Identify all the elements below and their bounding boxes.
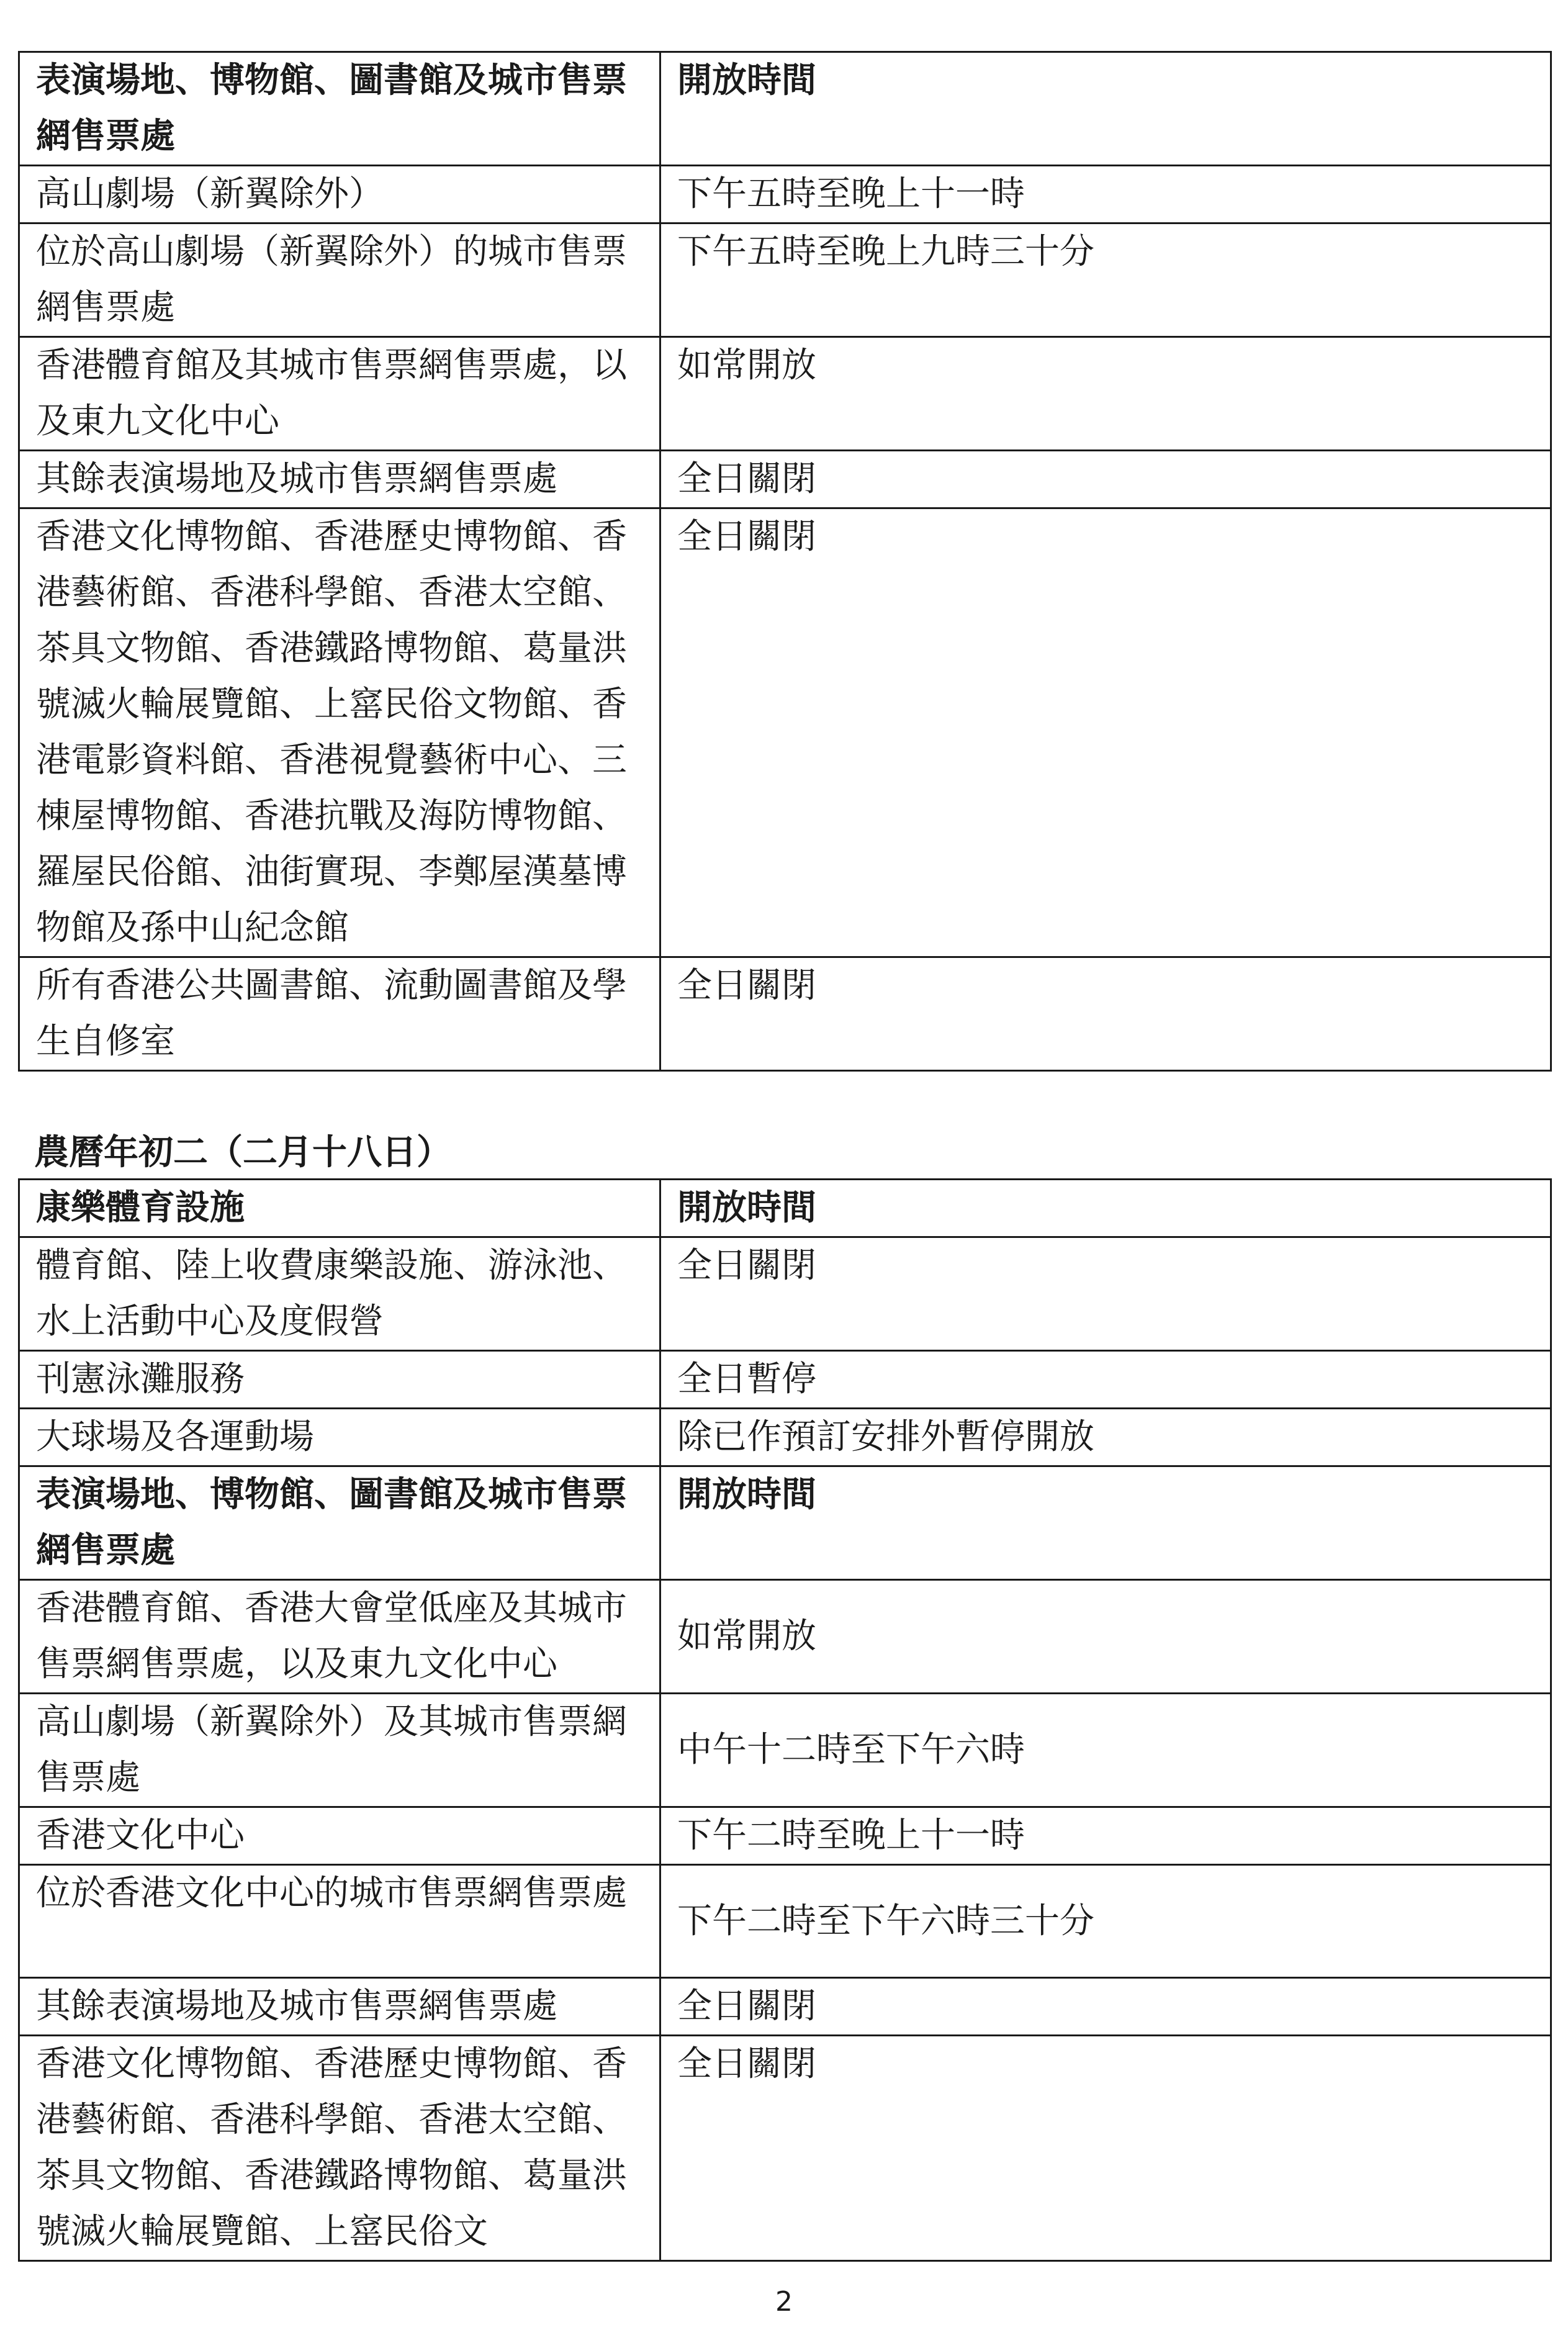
venue-cell: 刊憲泳灘服務 bbox=[19, 1351, 660, 1409]
table-row bbox=[19, 2036, 1551, 2261]
hours-header-cell: 開放時間 bbox=[660, 1180, 1551, 1237]
table-header-row bbox=[19, 52, 1551, 166]
hours-cell: 全日暫停 bbox=[660, 1351, 1551, 1409]
venue-cell: 香港文化博物館、香港歷史博物館、香港藝術館、香港科學館、香港太空館、茶具文物館、香港鐵路博物館、葛量洪號滅火輪展覽館、上窰民俗文 bbox=[19, 2036, 660, 2261]
table-row bbox=[19, 1351, 1551, 1409]
hours-cell: 下午二時至下午六時三十分 bbox=[660, 1865, 1551, 1978]
venue-header-cell: 表演場地、博物館、圖書館及城市售票網售票處 bbox=[19, 52, 660, 166]
venue-cell: 高山劇場（新翼除外）及其城市售票網售票處 bbox=[19, 1694, 660, 1807]
table-row bbox=[19, 1694, 1551, 1807]
hours-cell: 中午十二時至下午六時 bbox=[660, 1694, 1551, 1807]
table-row bbox=[19, 508, 1551, 957]
hours-cell: 全日關閉 bbox=[660, 2036, 1551, 2261]
hours-cell: 如常開放 bbox=[660, 1580, 1551, 1694]
venue-cell: 位於香港文化中心的城市售票網售票處 bbox=[19, 1865, 660, 1978]
table-row bbox=[19, 1978, 1551, 2036]
table-row bbox=[19, 451, 1551, 508]
table-row bbox=[19, 166, 1551, 224]
hours-cell: 全日關閉 bbox=[660, 508, 1551, 957]
table-row bbox=[19, 957, 1551, 1071]
section-heading: 農曆年初二（二月十八日） bbox=[34, 1132, 451, 1173]
venue-header-cell: 康樂體育設施 bbox=[19, 1180, 660, 1237]
venue-cell: 香港體育館及其城市售票網售票處，以及東九文化中心 bbox=[19, 337, 660, 451]
opening-hours-table-1 bbox=[18, 51, 1552, 1072]
opening-hours-table-2 bbox=[18, 1178, 1552, 2262]
table-row bbox=[19, 1807, 1551, 1865]
venue-header-cell: 表演場地、博物館、圖書館及城市售票網售票處 bbox=[19, 1466, 660, 1580]
hours-cell: 下午二時至晚上十一時 bbox=[660, 1807, 1551, 1865]
hours-cell: 下午五時至晚上九時三十分 bbox=[660, 224, 1551, 337]
hours-cell: 全日關閉 bbox=[660, 957, 1551, 1071]
venue-cell: 香港體育館、香港大會堂低座及其城市售票網售票處，以及東九文化中心 bbox=[19, 1580, 660, 1694]
hours-header-cell: 開放時間 bbox=[660, 1466, 1551, 1580]
hours-cell: 全日關閉 bbox=[660, 1978, 1551, 2036]
hours-header-cell: 開放時間 bbox=[660, 52, 1551, 166]
hours-cell: 下午五時至晚上十一時 bbox=[660, 166, 1551, 224]
hours-cell: 全日關閉 bbox=[660, 1237, 1551, 1351]
venue-cell: 其餘表演場地及城市售票網售票處 bbox=[19, 1978, 660, 2036]
table-row bbox=[19, 1580, 1551, 1694]
hours-cell: 如常開放 bbox=[660, 337, 1551, 451]
venue-cell: 香港文化中心 bbox=[19, 1807, 660, 1865]
page-number: 2 bbox=[775, 2286, 793, 2318]
hours-cell: 除已作預訂安排外暫停開放 bbox=[660, 1409, 1551, 1466]
venue-cell: 體育館、陸上收費康樂設施、游泳池、水上活動中心及度假營 bbox=[19, 1237, 660, 1351]
venue-cell: 高山劇場（新翼除外） bbox=[19, 166, 660, 224]
table-header-row bbox=[19, 1180, 1551, 1237]
venue-cell: 其餘表演場地及城市售票網售票處 bbox=[19, 451, 660, 508]
table-row bbox=[19, 337, 1551, 451]
table-row bbox=[19, 1865, 1551, 1978]
table-header-row bbox=[19, 1466, 1551, 1580]
venue-cell: 位於高山劇場（新翼除外）的城市售票網售票處 bbox=[19, 224, 660, 337]
table-row bbox=[19, 224, 1551, 337]
venue-cell: 大球場及各運動場 bbox=[19, 1409, 660, 1466]
table-row bbox=[19, 1409, 1551, 1466]
venue-cell: 所有香港公共圖書館、流動圖書館及學生自修室 bbox=[19, 957, 660, 1071]
hours-cell: 全日關閉 bbox=[660, 451, 1551, 508]
table-row bbox=[19, 1237, 1551, 1351]
venue-cell: 香港文化博物館、香港歷史博物館、香港藝術館、香港科學館、香港太空館、茶具文物館、香港鐵路博物館、葛量洪號滅火輪展覽館、上窰民俗文物館、香港電影資料館、香港視覺藝術中心、三棟屋博物館、香港抗戰及海防博物館、羅屋民俗館、油街實現、李鄭屋漢墓博物館及孫中山紀念館 bbox=[19, 508, 660, 957]
